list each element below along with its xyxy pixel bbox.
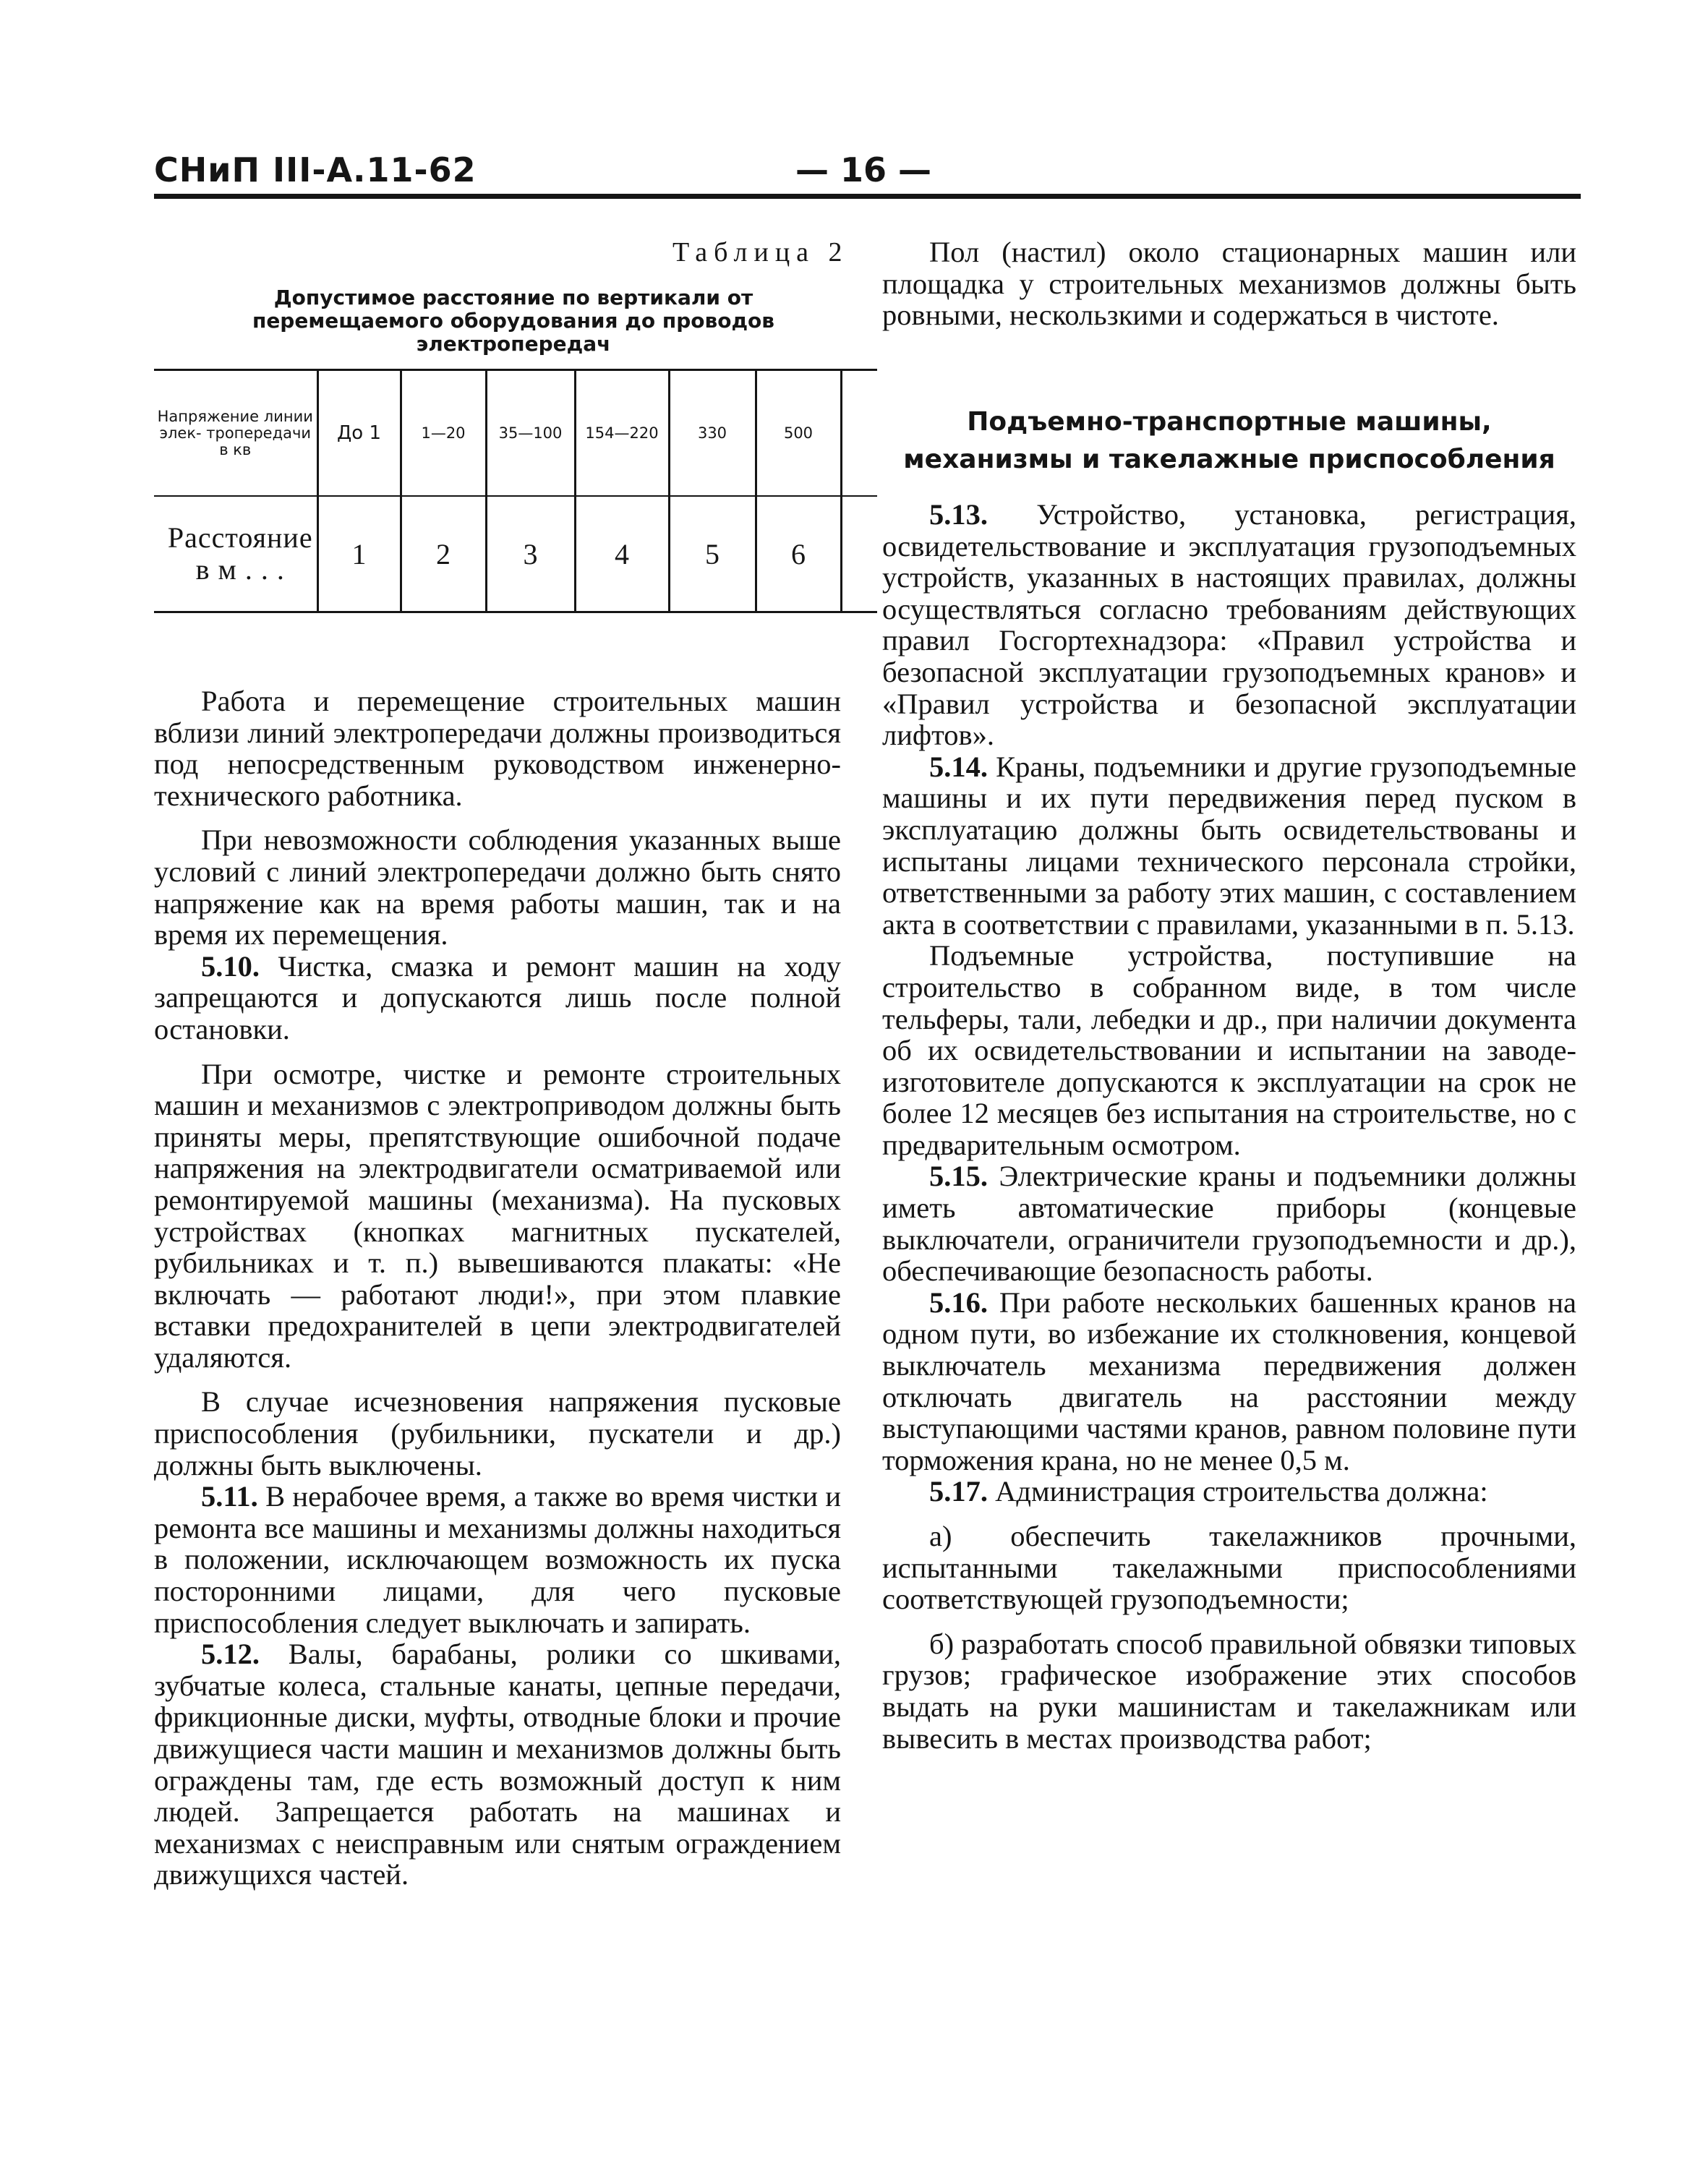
voltage-cell: 154—220 xyxy=(575,370,669,497)
voltage-cell: До 1 xyxy=(317,370,401,497)
distance-cell: 2 xyxy=(401,496,486,612)
paragraph: 5.16. При работе нескольких башенных кранов на одном пути, во избежание их столкновения, концевой выключатель механизма передвижения должен отключать двигатель на расстоянии между выступающими частями кранов, равном половине пути торможения крана, но не менее 0,5 м. xyxy=(882,1286,1577,1476)
paragraph: В случае исчезновения напряжения пусковые приспособления (рубильники, пускатели и др.) должны быть выключены. xyxy=(154,1385,841,1481)
voltage-cell: 500 xyxy=(756,370,841,497)
table-spacer xyxy=(841,370,877,497)
document-code: СНиП III-А.11-62 xyxy=(154,150,477,189)
paragraph: Работа и перемещение строительных машин вблизи линий электропередачи должны производиться под непосредственным руководством инженерно-технического работника. xyxy=(154,685,841,812)
section-heading: Подъемно-транспортные машины, механизмы и такелажные приспособления xyxy=(903,407,1555,474)
header-rule xyxy=(154,194,1581,199)
paragraph: 5.11. В нерабочее время, а также во время чистки и ремонта все машины и механизмы должны находиться в положении, исключающем возможность их пуска посторонними лицами, для чего пусковые приспособления следует выключать и запирать. xyxy=(154,1480,842,1639)
table-head-label: Напряжение линии элек- тропередачи в кв xyxy=(154,370,317,497)
paragraph: 5.14. Краны, подъемники и другие грузоподъемные машины и их пути передвижения перед пуском в эксплуатацию должны быть освидетельствованы и испытаны лицами технического персонала стройки, ответственными за работу этих машин, с составлением акта в соответствии с правилами, указанными в п. 5.13. xyxy=(882,750,1576,941)
table-row-label: Расстояние в м . . . xyxy=(154,496,317,612)
table-caption: Таблица 2 xyxy=(672,237,849,268)
right-intro-paragraph: Пол (настил) около стационарных машин или площадка у строительных механизмов должны быть ровными, нескользкими и содержаться в чистоте. xyxy=(882,236,1576,332)
table-header-row xyxy=(154,370,877,497)
table-data-row xyxy=(154,496,877,612)
paragraph: При осмотре, чистке и ремонте строительных машин и механизмов с электроприводом должны быть приняты меры, препятствующие ошибочной подаче напряжения на электродвигатели осматриваемой или ремонтируемой машины (механизма). На пусковых устройствах (кнопках магнитных пускателей, рубильниках и т. п.) вывешиваются плакаты: «Не включать — работают люди!», при этом плавкие вставки предохранителей в цепи электродвигателей удаляются. xyxy=(154,1057,841,1374)
distance-table xyxy=(154,369,877,613)
paragraph: 5.15. Электрические краны и подъемники должны иметь автоматические приборы (концевые выключатели, ограничители грузоподъемности и др.), обеспечивающие безопасность работы. xyxy=(882,1160,1576,1288)
voltage-cell: 330 xyxy=(669,370,756,497)
table-spacer xyxy=(841,496,877,612)
distance-cell: 3 xyxy=(486,496,575,612)
paragraph: 5.13. Устройство, установка, регистрация, освидетельствование и эксплуатация грузоподъемных устройств, указанных в настоящих правилах, должны осуществляться согласно требованиям действующих правил Госгортехнадзора: «Правил устройства и безопасной эксплуатации грузоподъемных кранов» и «Правил устройства и безопасной эксплуатации лифтов». xyxy=(882,498,1576,752)
distance-cell: 6 xyxy=(756,496,841,612)
paragraph: 5.17. Администрация строительства должна: xyxy=(929,1475,1488,1508)
voltage-cell: 1—20 xyxy=(401,370,486,497)
left-text-column xyxy=(154,685,841,1891)
paragraph: б) разработать способ правильной обвязки типовых грузов; графическое изображение этих способов выдать на руки машинистам и такелажникам или вывесить в местах производства работ; xyxy=(882,1627,1576,1755)
voltage-cell: 35—100 xyxy=(486,370,575,497)
paragraph: 5.10. Чистка, смазка и ремонт машин на ходу запрещаются и допускаются лишь после полной остановки. xyxy=(154,949,841,1045)
page-number: — 16 — xyxy=(795,150,932,189)
paragraph: а) обеспечить такелажников прочными, испытанными такелажными приспособлениями соответствующей грузоподъемности; xyxy=(882,1520,1576,1616)
distance-cell: 4 xyxy=(575,496,669,612)
distance-cell: 5 xyxy=(669,496,756,612)
table-title: Допустимое расстояние по вертикали от перемещаемого оборудования до проводов электропередач xyxy=(252,286,775,356)
paragraph: Подъемные устройства, поступившие на строительство в собранном виде, в том числе тельферы, тали, лебедки и др., при наличии документа об их освидетельствовании и испытании на заводе-изготовителе допускаются к эксплуатации на срок не более 12 месяцев без испытания на строительстве, но с предварительным осмотром. xyxy=(882,939,1576,1161)
right-text-column xyxy=(882,499,1576,1754)
paragraph: При невозможности соблюдения указанных выше условий с линий электропередачи должно быть снято напряжение как на время работы машин, так и на время их перемещения. xyxy=(154,824,841,951)
distance-cell: 1 xyxy=(317,496,401,612)
paragraph: 5.12. Валы, барабаны, ролики со шкивами, зубчатые колеса, стальные канаты, цепные передачи, фрикционные диски, муфты, отводные блоки и прочие движущиеся части машин и механизмов должны быть ограждены там, где есть возможный доступ к ним людей. Запрещается работать на машинах и механизмах с неисправным или снятым ограждением движущихся частей. xyxy=(154,1638,841,1891)
